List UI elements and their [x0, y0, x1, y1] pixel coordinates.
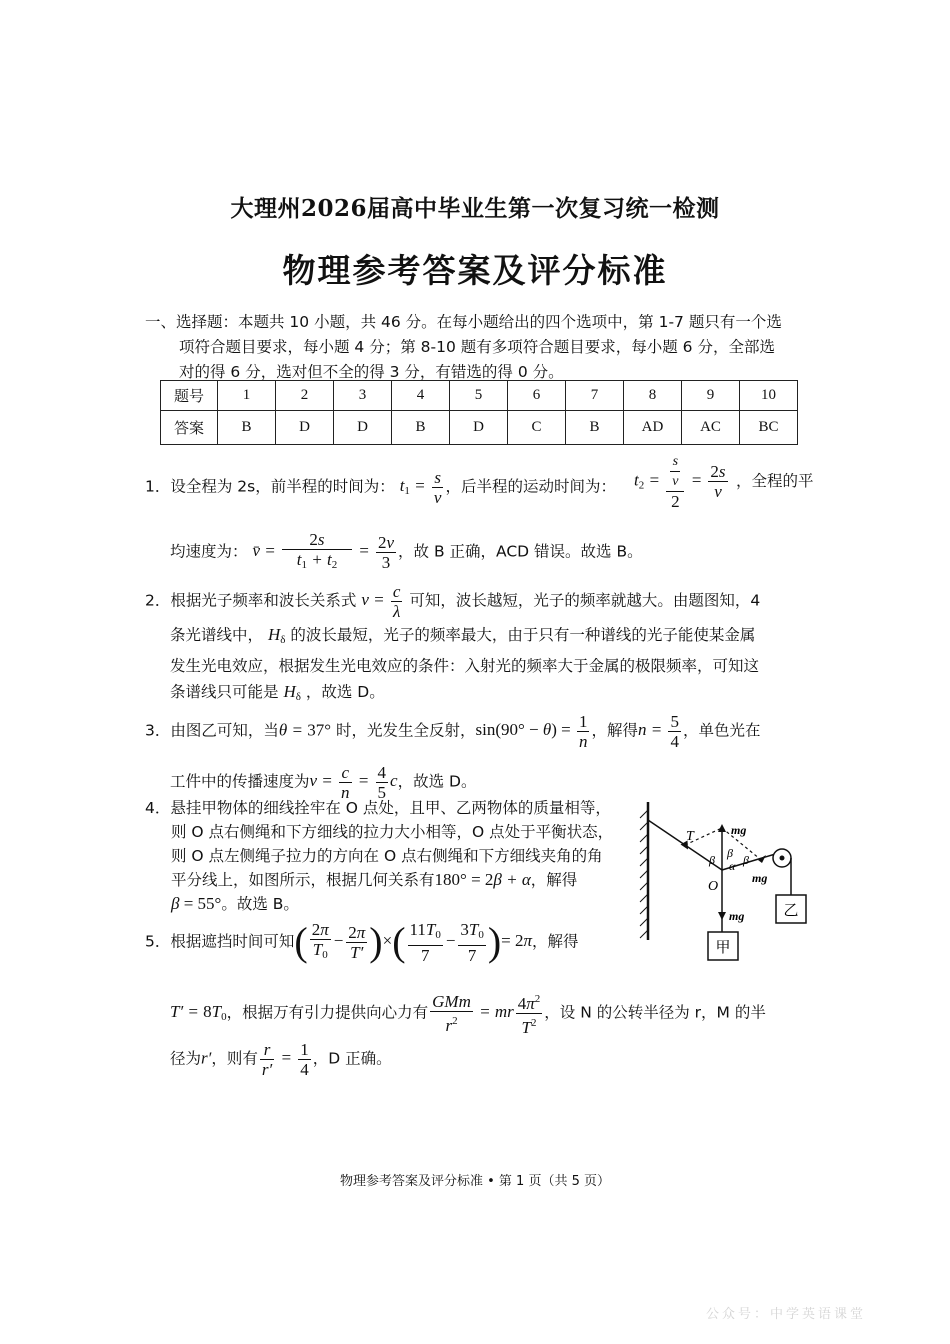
q4-line-4a: 平分线上，如图所示，根据几何关系有 — [171, 871, 435, 889]
q1-text-a: 设全程为 2s，前半程的时间为： — [170, 477, 395, 496]
formula: θ = 37° — [278, 720, 332, 740]
question-5-line-3 — [170, 1040, 770, 1079]
intro-line-3: 对的得 6 分，选对但不全的得 3 分，有错选的得 0 分。 — [179, 363, 564, 381]
formula: $T' = 8T_0$ — [170, 1002, 227, 1024]
watermark: 公众号：中学英语课堂 — [706, 1307, 867, 1322]
intro-line-1: 一、选择题：本题共 10 小题，共 46 分。在每小题给出的四个选项中，第 1-7 题只有一个选 — [145, 313, 782, 331]
question-number: 2 — [276, 381, 334, 411]
label-beta-left: β — [709, 853, 715, 867]
formula: $H_\delta$ — [283, 682, 301, 703]
answer-cell: C — [508, 411, 566, 445]
answer-cell: D — [450, 411, 508, 445]
q3-text-a: 由图乙可知，当 — [170, 721, 279, 740]
answer-cell: B — [392, 411, 450, 445]
label-mg-up: mg — [731, 823, 747, 837]
q3-text-c: ，解得 — [591, 721, 638, 740]
question-number: 5． — [145, 932, 171, 951]
question-number: 10 — [740, 381, 798, 411]
q3-text-d: ，单色光在 — [682, 721, 761, 740]
question-3-line-1 — [145, 712, 815, 751]
answer-cell: D — [334, 411, 392, 445]
q5-text-b: ，解得 — [532, 932, 579, 951]
label-mg-right: mg — [752, 871, 768, 885]
answer-cell: AD — [624, 411, 682, 445]
label-alpha: α — [729, 859, 736, 873]
formula: $H_\delta$ — [267, 625, 286, 646]
pulley-axle — [780, 856, 785, 861]
q2-text-e: 发生光电效应，根据发生光电效应的条件：入射光的频率大于金属的极限频率，可知这 — [170, 657, 760, 675]
formula: ( $\frac{2\pi}{T_0}$ − $\frac{2\pi}{T'}$ )×( $\frac{11T_0}{7}$ − $\frac{3T_0}{7}$ )= 2π — [294, 919, 533, 965]
force-diagram — [630, 800, 820, 965]
q1-text-d: 均速度为： — [170, 542, 248, 561]
question-number: 8 — [624, 381, 682, 411]
question-number: 5 — [450, 381, 508, 411]
formula: r′ — [201, 1048, 212, 1068]
question-number: 4 — [392, 381, 450, 411]
box-right-label: 乙 — [783, 901, 799, 919]
label-mg-down: mg — [729, 909, 745, 923]
intro-line-2: 项符合题目要求，每小题 4 分；第 8-10 题有多项符合题目要求，每小题 6 分，全部选 — [179, 338, 775, 356]
table-row — [161, 411, 798, 445]
label-beta-top: β — [727, 846, 733, 860]
label-T: T — [686, 829, 694, 844]
question-2-line-1 — [145, 582, 815, 621]
question-number: 3． — [145, 721, 171, 740]
label-O: O — [708, 879, 719, 894]
formula: $\frac{r}{r'}$ = $\frac{1}{4}$ — [261, 1040, 309, 1079]
answer-cell: D — [276, 411, 334, 445]
q2-text-f: 条谱线只可能是 — [170, 683, 279, 701]
q4-line-5: 。故选 B。 — [221, 895, 299, 913]
q4-line-1: 悬挂甲物体的细线拴牢在 O 点处，且甲、乙两物体的质量相等， — [170, 799, 611, 817]
q1-text-c: ，全程的平 — [736, 472, 814, 490]
q4-line-3: 则 O 点左侧绳子拉力的方向在 O 点右侧绳和下方细线夹角的角 — [171, 847, 603, 865]
answer-cell: B — [218, 411, 276, 445]
q1-text-b: ，后半程的运动时间为： — [445, 477, 616, 496]
table-row — [161, 381, 798, 411]
formula: 180° = 2β + α — [434, 870, 531, 889]
q2-text-a: 根据光子频率和波长关系式 — [170, 591, 357, 610]
formula: sin(90° − θ) = $\frac{1}{n}$ — [475, 712, 588, 751]
question-4 — [145, 796, 635, 916]
q3-text-b: 时，光发生全反射， — [335, 721, 476, 740]
formula: v = $\frac{c}{n}$ = $\frac{4}{5}$ c — [309, 763, 398, 802]
question-2-body — [170, 622, 820, 710]
section-1-intro — [145, 310, 810, 385]
row-label: 题号 — [161, 381, 218, 411]
page-footer: 物理参考答案及评分标准 • 第 1 页（共 5 页） — [339, 1174, 610, 1189]
formula: $\frac{\text{GMm}}{r^2}$ = mr $\frac{4\pi^2}{T^2}$ — [432, 992, 541, 1037]
question-number: 6 — [508, 381, 566, 411]
question-number: 2． — [145, 591, 171, 610]
formula: v̄ = $\frac{2s}{t_1 + t_2}$ = $\frac{2v}{3}$ — [252, 530, 395, 572]
answer-cell: BC — [740, 411, 798, 445]
label-beta-right: β — [743, 853, 749, 867]
answer-cell: AC — [682, 411, 740, 445]
exam-title: 大理州2026届高中毕业生第一次复习统一检测 — [230, 195, 720, 222]
formula: $t_1$ = $\frac{s}{v}$ — [399, 468, 442, 507]
q1-text-e: ，故 B 正确，ACD 错误。故选 B。 — [398, 542, 643, 561]
q4-line-4b: ，解得 — [530, 871, 578, 889]
q5-text-g: ，D 正确。 — [312, 1049, 392, 1068]
question-number: 1． — [145, 477, 171, 496]
question-5-line-1 — [145, 920, 635, 965]
arrow-down — [718, 912, 726, 920]
document-title: 物理参考答案及评分标准 — [282, 251, 668, 290]
question-5-line-2 — [170, 990, 820, 1037]
formula: $t_2$ = $\frac{\frac{s}{v}}{2}$ = $\frac{2s}{v}$ — [634, 454, 726, 511]
answer-table — [160, 380, 798, 445]
question-number: 3 — [334, 381, 392, 411]
question-number: 1 — [218, 381, 276, 411]
question-1-line-2 — [170, 530, 815, 575]
question-number: 9 — [682, 381, 740, 411]
q3-text-f: ，故选 D。 — [397, 772, 477, 791]
formula: β = 55° — [171, 894, 222, 913]
q2-text-c: 条光谱线中， — [170, 626, 264, 644]
q5-text-a: 根据遮挡时间可知 — [170, 932, 295, 951]
answer-cell: B — [566, 411, 624, 445]
q3-text-e: 工件中的传播速度为 — [170, 772, 310, 791]
q2-text-g: ，故选 D。 — [305, 683, 385, 701]
q2-text-d: 的波长最短，光子的频率最大，由于只有一种谱线的光子能使某金属 — [290, 626, 756, 644]
row-label: 答案 — [161, 411, 218, 445]
q5-text-f: ，则有 — [211, 1049, 258, 1068]
q5-text-d: ，设 N 的公转半径为 r，M 的半 — [544, 1003, 766, 1022]
question-number: 7 — [566, 381, 624, 411]
formula: v = $\frac{c}{\lambda}$ — [361, 582, 401, 621]
q5-text-c: ，根据万有引力提供向心力有 — [226, 1003, 429, 1022]
box-left-label: 甲 — [715, 938, 731, 956]
formula: n = $\frac{5}{4}$ — [638, 712, 679, 751]
q2-text-b: 可知，波长越短，光子的频率就越大。由题图知，4 — [409, 591, 761, 610]
q4-line-2: 则 O 点右侧绳和下方细线的拉力大小相等，O 点处于平衡状态， — [171, 823, 614, 841]
q5-text-e: 径为 — [170, 1049, 202, 1068]
question-number: 4． — [145, 799, 171, 817]
